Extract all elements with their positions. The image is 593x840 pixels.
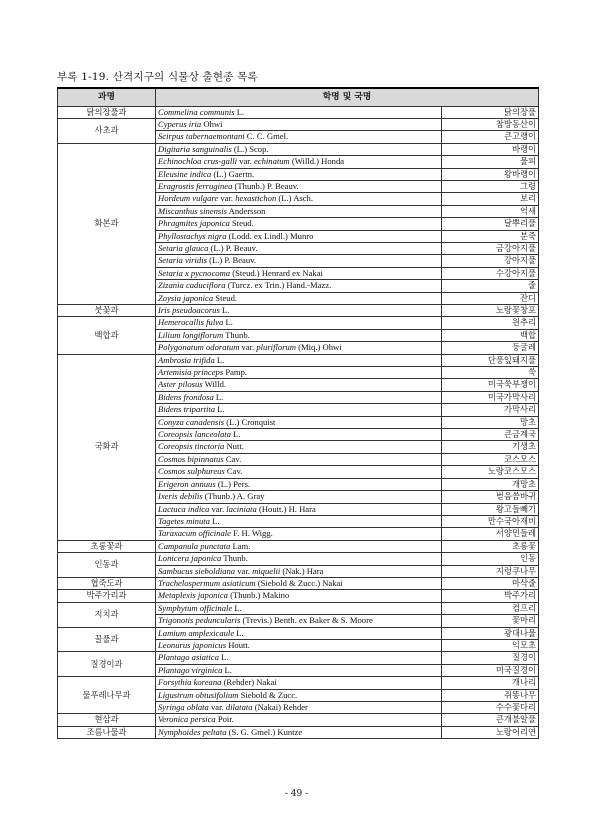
taxon-name: Sambucus sieboldiana — [158, 565, 236, 576]
korean-name: 달뿌리풀 — [442, 218, 539, 230]
author-citation: L. — [219, 305, 230, 315]
table-row — [58, 627, 539, 639]
author-citation: Cav. — [224, 466, 243, 477]
scientific-name — [156, 342, 442, 354]
author-citation: (Steud.) Henrard ex Nakai — [230, 267, 323, 278]
author-citation: Steud. — [213, 292, 238, 303]
scientific-name — [156, 305, 442, 317]
table-row — [58, 590, 539, 602]
scientific-name — [156, 491, 442, 503]
species-column-header: 학명 및 국명 — [156, 88, 539, 106]
korean-name: 수수꽃다리 — [442, 702, 539, 714]
scientific-name — [156, 329, 442, 341]
author-citation: (L.) Asch. — [276, 193, 314, 204]
scientific-name — [156, 391, 442, 403]
scientific-name — [156, 528, 442, 540]
taxon-name: Phyllostachys nigra — [158, 230, 227, 241]
korean-name: 큰고랭이 — [442, 131, 539, 143]
author-citation: (L.) P. Beauv. — [208, 242, 258, 253]
author-citation: Cav. — [223, 453, 242, 464]
author-citation: var. — [209, 503, 227, 514]
table-row — [58, 354, 539, 366]
taxon-name: Aster pilosus — [158, 379, 203, 390]
korean-name: 익모초 — [442, 639, 539, 651]
korean-name: 물피 — [442, 156, 539, 168]
taxon-name: Conyza canadensis — [158, 416, 225, 427]
taxon-name: echinatum — [253, 156, 290, 167]
author-citation: (Thunb.) P. Beauv. — [232, 180, 299, 191]
korean-name: 단풍잎돼지풀 — [442, 354, 539, 366]
taxon-name: Cyperus iria — [158, 118, 202, 129]
taxon-name: Polygonatum odoratum — [158, 342, 240, 353]
scientific-name — [156, 714, 442, 726]
table-row — [58, 317, 539, 329]
korean-name: 광대나물 — [442, 627, 539, 639]
taxon-name: Plantago asiatica — [158, 652, 219, 663]
taxon-name: Ixeris debilis — [158, 491, 203, 502]
scientific-name — [156, 404, 442, 416]
scientific-name — [156, 702, 442, 714]
scientific-name — [156, 118, 442, 130]
korean-name: 금강아지풀 — [442, 242, 539, 254]
korean-name: 박주가리 — [442, 590, 539, 602]
author-citation: (Miq.) Ohwi — [296, 342, 342, 353]
family-name: 붓꽃과 — [58, 305, 156, 317]
korean-name: 미국가막사리 — [442, 391, 539, 403]
taxon-name: Lilium longiflorum — [158, 329, 224, 340]
author-citation: (Nakai) Rehder — [252, 702, 308, 712]
korean-name: 강아지풀 — [442, 255, 539, 267]
korean-name: 둥굴레 — [442, 342, 539, 354]
korean-name: 망초 — [442, 416, 539, 428]
family-name: 국화과 — [58, 354, 156, 540]
scientific-name — [156, 503, 442, 515]
scientific-name — [156, 156, 442, 168]
scientific-name — [156, 615, 442, 627]
korean-name: 억새 — [442, 205, 539, 217]
author-citation: (Thunb.) Makino — [227, 590, 290, 601]
taxon-name: Symphytum officinale — [158, 602, 233, 613]
author-citation: (Nak.) Hara — [280, 565, 324, 576]
family-name: 질경이과 — [58, 652, 156, 677]
taxon-name: Bidens tripartita — [158, 404, 216, 415]
family-name: 인동과 — [58, 553, 156, 578]
scientific-name — [156, 242, 442, 254]
author-citation: (Rehder) Nakai — [221, 677, 277, 688]
korean-name: 큰개불알풀 — [442, 714, 539, 726]
taxon-name: Hordeum vulgare — [158, 193, 219, 204]
scientific-name — [156, 466, 442, 478]
taxon-name: Trigonotis peduncularis — [158, 615, 241, 626]
scientific-name — [156, 180, 442, 192]
author-citation: Steud. — [229, 218, 254, 229]
scientific-name — [156, 131, 442, 143]
author-citation: (Turcz. ex Trin.) Hand.-Mazz. — [225, 280, 332, 291]
korean-name: 보리 — [442, 193, 539, 205]
author-citation: Houtt. — [226, 639, 250, 650]
author-citation: var. — [237, 156, 254, 167]
scientific-name — [156, 218, 442, 230]
family-name: 현삼과 — [58, 714, 156, 726]
korean-name: 마삭줄 — [442, 577, 539, 589]
scientific-name — [156, 267, 442, 279]
family-column-header: 과명 — [58, 88, 156, 106]
taxon-name: Erigeron annuus — [158, 478, 216, 489]
author-citation: (L.) Gaertn. — [211, 168, 255, 179]
scientific-name — [156, 143, 442, 155]
author-citation: L. — [215, 404, 225, 415]
author-citation: L. — [223, 317, 233, 328]
korean-name: 지렁쿠나무 — [442, 565, 539, 577]
scientific-name — [156, 292, 442, 304]
korean-name: 쥐똥나무 — [442, 689, 539, 701]
author-citation: Willd. — [202, 379, 227, 390]
scientific-name — [156, 677, 442, 689]
taxon-name: dilatata — [225, 702, 253, 712]
taxon-name: Digitaria sanguinalis — [158, 143, 232, 154]
scientific-name — [156, 602, 442, 614]
korean-name: 인동 — [442, 553, 539, 565]
korean-name: 꽃마리 — [442, 615, 539, 627]
author-citation: var. — [218, 193, 236, 204]
table-row — [58, 652, 539, 664]
family-name: 박주가리과 — [58, 590, 156, 602]
taxon-name: Forsythia koreana — [158, 677, 222, 688]
table-row — [58, 540, 539, 552]
scientific-name — [156, 726, 442, 738]
taxon-name: Leonurus japonicus — [158, 639, 227, 650]
author-citation: F. H. Wigg. — [230, 528, 273, 539]
scientific-name — [156, 639, 442, 651]
korean-name: 수강아지풀 — [442, 267, 539, 279]
korean-name: 개망초 — [442, 478, 539, 490]
korean-name: 왕바랭이 — [442, 168, 539, 180]
korean-name: 참방동산이 — [442, 118, 539, 130]
table-row — [58, 305, 539, 317]
korean-name: 왕고들빼기 — [442, 503, 539, 515]
author-citation: var. — [235, 565, 253, 576]
scientific-name — [156, 193, 442, 205]
taxon-name: Eleusine indica — [158, 168, 212, 179]
table-caption: 부록 1-19. 산격지구의 식물상 출현종 목록 — [57, 71, 258, 83]
author-citation: Andersson — [227, 205, 266, 216]
korean-name: 가막사리 — [442, 404, 539, 416]
author-citation: L. — [232, 602, 242, 613]
author-citation: (Lodd. ex Lindl.) Munro — [226, 230, 314, 241]
scientific-name — [156, 379, 442, 391]
author-citation: (L.) Pers. — [215, 478, 251, 489]
author-citation: Lam. — [230, 540, 251, 551]
author-citation: L. — [214, 354, 225, 365]
korean-name: 미국질경이 — [442, 664, 539, 676]
taxon-name: Veronica persica — [158, 714, 216, 725]
author-citation: L. — [218, 652, 229, 663]
taxon-name: miquelii — [252, 565, 281, 576]
taxon-name: Miscanthus sinensis — [158, 205, 227, 216]
taxon-name: Echinochloa crus-galli — [158, 156, 238, 167]
family-name: 화본과 — [58, 143, 156, 304]
korean-name: 노랑코스모스 — [442, 466, 539, 478]
taxon-name: Metaplexis japonica — [158, 590, 228, 601]
taxon-name: Campanula punctata — [158, 540, 231, 551]
taxon-name: pluriflorum — [256, 342, 296, 353]
table-row — [58, 118, 539, 130]
taxon-name: Zoysia japonica — [158, 292, 214, 303]
author-citation: Thunb. — [223, 329, 250, 340]
scientific-name — [156, 515, 442, 527]
family-name: 백합과 — [58, 317, 156, 354]
korean-name: 질경이 — [442, 652, 539, 664]
author-citation: Ohwi — [201, 118, 223, 129]
scientific-name — [156, 577, 442, 589]
korean-name: 컴프리 — [442, 602, 539, 614]
taxon-name: hexastichon — [235, 193, 277, 204]
korean-name: 만수국아재비 — [442, 515, 539, 527]
taxon-name: Zizania caduciflora — [158, 280, 226, 291]
scientific-name — [156, 652, 442, 664]
korean-name: 초롱꽃 — [442, 540, 539, 552]
taxon-name: Syringa oblata — [158, 702, 209, 712]
korean-name: 닭의장풀 — [442, 106, 539, 118]
scientific-name — [156, 453, 442, 465]
taxon-name: Iris pseudoacorus — [158, 305, 220, 315]
scientific-name — [156, 205, 442, 217]
table-row — [58, 602, 539, 614]
scientific-name — [156, 478, 442, 490]
table-row — [58, 106, 539, 118]
author-citation: L. — [222, 664, 232, 675]
scientific-name — [156, 255, 442, 267]
taxon-name: Trachelospermum asiaticum — [158, 577, 256, 588]
taxon-name: Commelina communis — [158, 106, 235, 117]
table-body — [58, 106, 539, 739]
table-row — [58, 553, 539, 565]
author-citation: (Houtt.) H. Hara — [256, 503, 316, 514]
korean-name: 서양민들레 — [442, 528, 539, 540]
taxon-name: Taraxacum officinale — [158, 528, 231, 539]
author-citation: (L.) Cronquist — [224, 416, 276, 427]
scientific-name — [156, 429, 442, 441]
korean-name: 큰금계국 — [442, 429, 539, 441]
taxon-name: Cosmos sulphureus — [158, 466, 225, 477]
scientific-name — [156, 553, 442, 565]
korean-name: 노랑꽃창포 — [442, 305, 539, 317]
korean-name: 원추리 — [442, 317, 539, 329]
author-citation: Nutt. — [224, 441, 244, 452]
scientific-name — [156, 317, 442, 329]
family-name: 초롱꽃과 — [58, 540, 156, 552]
taxon-name: Setaria x pycnocoma — [158, 267, 231, 278]
scientific-name — [156, 540, 442, 552]
author-citation: Siebold & Zucc. — [238, 689, 298, 700]
taxon-name: Eragrostis ferruginea — [158, 180, 233, 191]
table-row — [58, 143, 539, 155]
author-citation: var. — [239, 342, 257, 353]
korean-name: 노랑어리연 — [442, 726, 539, 738]
taxon-name: Setaria viridis — [158, 255, 207, 266]
author-citation: L. — [230, 429, 241, 440]
author-citation: (Thunb.) A. Gray — [202, 491, 265, 502]
author-citation: (Siebold & Zucc.) Nakai — [255, 577, 343, 588]
family-name: 닭의장풀과 — [58, 106, 156, 118]
author-citation: Thunb. — [221, 553, 248, 564]
scientific-name — [156, 230, 442, 242]
taxon-name: Plantago virginica — [158, 664, 223, 675]
family-name: 꿀풀과 — [58, 627, 156, 652]
taxon-name: Artemisia princeps — [158, 367, 224, 378]
family-name: 사초과 — [58, 118, 156, 143]
taxon-name: Lamium amplexicaule — [158, 627, 235, 638]
author-citation: L. — [234, 106, 245, 117]
taxon-name: Lactuca indica — [158, 503, 210, 514]
scientific-name — [156, 689, 442, 701]
scientific-name — [156, 627, 442, 639]
scientific-name — [156, 590, 442, 602]
author-citation: var. — [208, 702, 226, 712]
scientific-name — [156, 354, 442, 366]
family-name: 물푸레나무과 — [58, 677, 156, 714]
table-row — [58, 714, 539, 726]
taxon-name: Ambrosia trifida — [158, 354, 215, 365]
scientific-name — [156, 367, 442, 379]
korean-name: 기생초 — [442, 441, 539, 453]
table-header-row — [58, 88, 539, 106]
scientific-name — [156, 565, 442, 577]
taxon-name: Phragmites japonica — [158, 218, 230, 229]
korean-name: 개나리 — [442, 677, 539, 689]
scientific-name — [156, 106, 442, 118]
taxon-name: Hemerocallis fulva — [158, 317, 224, 328]
korean-name: 줄 — [442, 280, 539, 292]
korean-name: 백합 — [442, 329, 539, 341]
taxon-name: Scirpus tabernaemontani — [158, 131, 245, 142]
author-citation: (S. G. Gmel.) Kuntze — [226, 726, 303, 737]
author-citation: (Willd.) Honda — [289, 156, 345, 167]
taxon-name: Nymphoides peltata — [158, 726, 227, 737]
table-row — [58, 677, 539, 689]
species-table — [57, 87, 539, 739]
taxon-name: laciniata — [226, 503, 257, 514]
page-number: - 49 - — [284, 789, 309, 799]
korean-name: 그령 — [442, 180, 539, 192]
korean-name: 코스모스 — [442, 453, 539, 465]
korean-name: 분죽 — [442, 230, 539, 242]
taxon-name: Setaria glauca — [158, 242, 209, 253]
taxon-name: Tagetes minuta — [158, 515, 210, 526]
korean-name: 미국쑥부쟁이 — [442, 379, 539, 391]
taxon-name: Lonicera japonica — [158, 553, 222, 564]
scientific-name — [156, 664, 442, 676]
scientific-name — [156, 441, 442, 453]
table-row — [58, 577, 539, 589]
taxon-name: Cosmos bipinnatus — [158, 453, 224, 464]
author-citation: Poir. — [215, 714, 234, 725]
korean-name: 잔디 — [442, 292, 539, 304]
scientific-name — [156, 416, 442, 428]
korean-name: 벋음씀바귀 — [442, 491, 539, 503]
family-name: 지치과 — [58, 602, 156, 627]
author-citation: Pamp. — [223, 367, 248, 378]
taxon-name: Ligustrum obtusifolium — [158, 689, 239, 700]
author-citation: L. — [234, 627, 244, 638]
taxon-name: Coreopsis lanceolata — [158, 429, 231, 440]
korean-name: 쑥 — [442, 367, 539, 379]
author-citation: L. — [213, 391, 224, 402]
author-citation: (L.) Scop. — [231, 143, 269, 154]
family-name: 협죽도과 — [58, 577, 156, 589]
author-citation: L. — [209, 515, 220, 526]
korean-name: 바랭이 — [442, 143, 539, 155]
table-row — [58, 726, 539, 738]
taxon-name: Bidens frondosa — [158, 391, 214, 402]
family-name: 조름나물과 — [58, 726, 156, 738]
author-citation: (L.) P. Beauv. — [206, 255, 257, 266]
author-citation: (Trevis.) Benth. ex Baker & S. Moore — [240, 615, 373, 626]
scientific-name — [156, 280, 442, 292]
taxon-name: Coreopsis tinctoria — [158, 441, 225, 452]
author-citation: C. C. Gmel. — [244, 131, 289, 142]
scientific-name — [156, 168, 442, 180]
